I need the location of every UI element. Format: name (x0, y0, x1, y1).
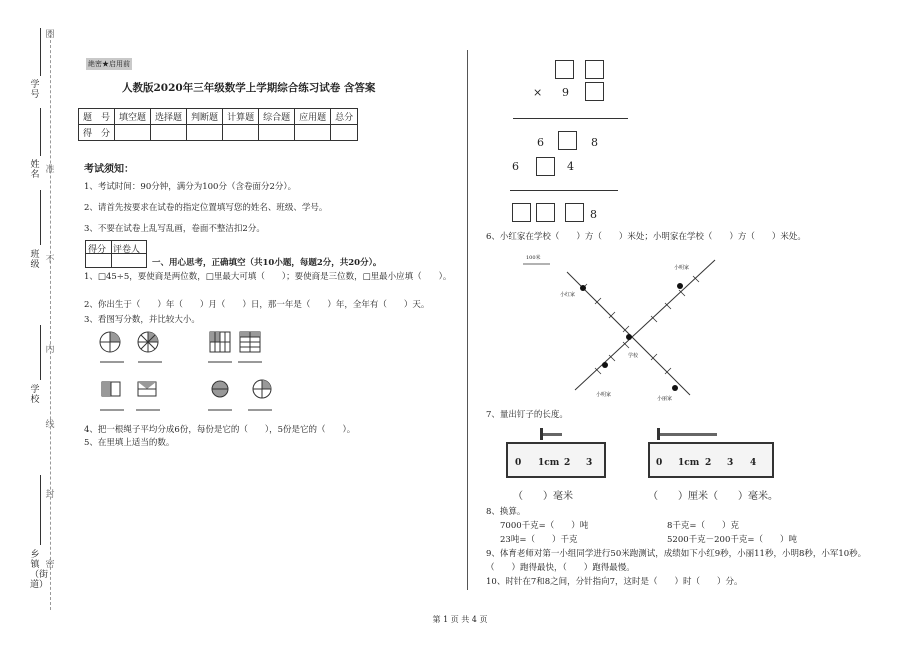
seal-word: 线 (45, 420, 55, 430)
question-8: 8、换算。 (486, 507, 526, 517)
page-number: 第 1 页 共 4 页 (432, 615, 488, 624)
name-label: 姓名 (30, 160, 40, 180)
score-cell[interactable] (331, 125, 358, 141)
question-9-answer: （ ）跑得最快，（ ）跑得最慢。 (486, 563, 635, 573)
notice-heading: 考试须知： (84, 164, 134, 175)
answer-box[interactable] (512, 203, 531, 222)
question-6: 6、小红家在学校（ ）方（ ）米处；小明家在学校（ ）方（ ）米处。 (486, 232, 806, 242)
ruler-mark: 2 (705, 458, 712, 468)
fraction-circle (138, 332, 158, 352)
name-line[interactable] (40, 108, 41, 156)
road-line (575, 260, 715, 390)
q7-answer-1: （ ）毫米 (513, 491, 573, 502)
question-2: 2、你出生于（ ）年（ ）月（ ）日，那一年是（ ）年，全年有（ ）天。 (84, 300, 430, 310)
score-cell[interactable] (115, 125, 151, 141)
answer-box[interactable] (585, 60, 604, 79)
nail-1 (542, 433, 562, 436)
answer-box[interactable] (585, 82, 604, 101)
answer-box[interactable] (558, 131, 577, 150)
seal-word: 圈 (45, 30, 55, 40)
table-cell: 判断题 (187, 109, 223, 125)
township-label: 乡镇（街道） (30, 550, 49, 590)
school-dot (626, 334, 632, 340)
ruler-mark: 1cm (538, 458, 560, 468)
notice-item: 2、请首先按要求在试卷的指定位置填写您的姓名、班级、学号。 (84, 203, 328, 213)
nail-head-2 (657, 428, 660, 440)
seal-dashed-line (50, 30, 51, 610)
score-cell[interactable] (223, 125, 259, 141)
section1-title: 一、用心思考，正确填空（共10小题，每题2分，共20分）。 (152, 258, 382, 268)
result-digit: 6 (512, 160, 519, 173)
conversion-item: 8千克=（ ）克 (667, 521, 740, 531)
seal-word: 不 (45, 255, 55, 265)
seal-word: 密 (45, 560, 55, 570)
ruler-mark: 0 (515, 458, 522, 468)
class-label: 班级 (30, 250, 40, 270)
conversion-item: 23吨=（ ）千克 (500, 535, 578, 545)
table-cell: 选择题 (151, 109, 187, 125)
fraction-diamond (138, 382, 156, 396)
answer-box[interactable] (536, 157, 555, 176)
township-line[interactable] (40, 475, 41, 545)
xiaoli-home-dot (672, 385, 678, 391)
map-label: 学校 (628, 353, 639, 359)
score-table (78, 108, 358, 141)
school-line[interactable] (40, 325, 41, 380)
answer-box[interactable] (565, 203, 584, 222)
map-scale: 100米 (526, 255, 541, 261)
q7-answer-2: （ ）厘米（ ）毫米。 (648, 491, 778, 502)
question-7: 7、量出钉子的长度。 (486, 410, 568, 420)
xiaoming-home-dot (677, 283, 683, 289)
question-10: 10、时针在7和8之间，分针指向7，这时是（ ）时（ ）分。 (486, 577, 743, 587)
notice-item: 1、考试时间：90分钟，满分为100分（含卷面分2分）。 (84, 182, 297, 192)
grader-name-label: 评卷人 (113, 245, 141, 255)
score-cell[interactable] (187, 125, 223, 141)
xiaoming-home-dot (602, 362, 608, 368)
question-3: 3、看图写分数，并比较大小。 (84, 315, 200, 325)
seal-word: 内 (45, 345, 55, 355)
conversion-item: 5200千克－200千克=（ ）吨 (667, 535, 797, 545)
ruler-mark: 3 (586, 458, 593, 468)
nail-2 (660, 433, 717, 436)
grader-box (85, 240, 147, 268)
student-id-label: 学号 (30, 80, 40, 100)
score-cell[interactable] (151, 125, 187, 141)
road-line (567, 272, 690, 395)
table-cell: 应用题 (295, 109, 331, 125)
fraction-circle (100, 332, 120, 352)
question-4: 4、把一根绳子平均分成6份，每份是它的（ ），5份是它的（ ）。 (84, 425, 356, 435)
table-cell: 计算题 (223, 109, 259, 125)
direction-map (515, 250, 735, 410)
answer-box[interactable] (536, 203, 555, 222)
fraction-flower (212, 381, 228, 397)
table-cell: 得 分 (79, 125, 115, 141)
score-cell[interactable] (295, 125, 331, 141)
ruler-mark: 2 (564, 458, 571, 468)
score-table-header-row (79, 109, 358, 125)
rule-line (513, 118, 628, 119)
multiplier-digit: 9 (562, 86, 569, 99)
map-label: 小红家 (560, 292, 576, 298)
fraction-blanks (100, 362, 272, 410)
school-label: 学校 (30, 385, 40, 405)
fraction-figures (98, 330, 288, 420)
class-line[interactable] (40, 190, 41, 245)
student-id-line[interactable] (40, 28, 41, 76)
ruler-mark: 1cm (678, 458, 700, 468)
ruler-mark: 0 (656, 458, 663, 468)
nail-head-1 (540, 428, 543, 440)
seal-word: 准 (45, 165, 55, 175)
question-5: 5、在里填上适当的数。 (84, 438, 175, 448)
result-digit: 4 (567, 160, 574, 173)
table-cell: 总分 (331, 109, 358, 125)
confidential-badge: 絶密★启用前 (88, 60, 130, 68)
result-digit: 8 (591, 136, 598, 149)
notice-item: 3、不要在试卷上乱写乱画，卷面不整洁扣2分。 (84, 224, 265, 234)
fraction-grid (210, 332, 230, 352)
grader-score-label: 得分 (88, 245, 107, 255)
fraction-square (102, 382, 120, 396)
map-label: 小明家 (596, 392, 612, 398)
question-1: 1、□45÷5，要使商是两位数，□里最大可填（ ）；要使商是三位数，□里最小应填（ ）。 (84, 272, 452, 282)
map-label: 小明家 (674, 265, 690, 271)
conversion-item: 7000千克=（ ）吨 (500, 521, 589, 531)
fraction-circle (253, 380, 271, 398)
exam-title: 人教版2020年三年级数学上学期综合练习试卷 含答案 (122, 82, 376, 94)
result-digit: 8 (590, 208, 597, 221)
xiaohong-home-dot (580, 285, 586, 291)
map-label: 小丽家 (657, 396, 673, 402)
ruler-mark: 4 (750, 458, 757, 468)
score-cell[interactable] (259, 125, 295, 141)
result-digit: 6 (537, 136, 544, 149)
question-9: 9、体育老师对第一小组同学进行50米跑测试，成绩如下小红9秒，小丽11秒，小明8秒，小军10秒。 (486, 549, 867, 559)
score-table-score-row (79, 125, 358, 141)
answer-box[interactable] (555, 60, 574, 79)
column-divider (467, 50, 468, 590)
table-cell: 综合题 (259, 109, 295, 125)
table-cell: 题 号 (79, 109, 115, 125)
seal-word: 封 (45, 490, 55, 500)
rule-line (510, 190, 618, 191)
times-sign: × (533, 86, 543, 99)
table-cell: 填空题 (115, 109, 151, 125)
fraction-grid (240, 332, 260, 352)
ruler-mark: 3 (727, 458, 734, 468)
